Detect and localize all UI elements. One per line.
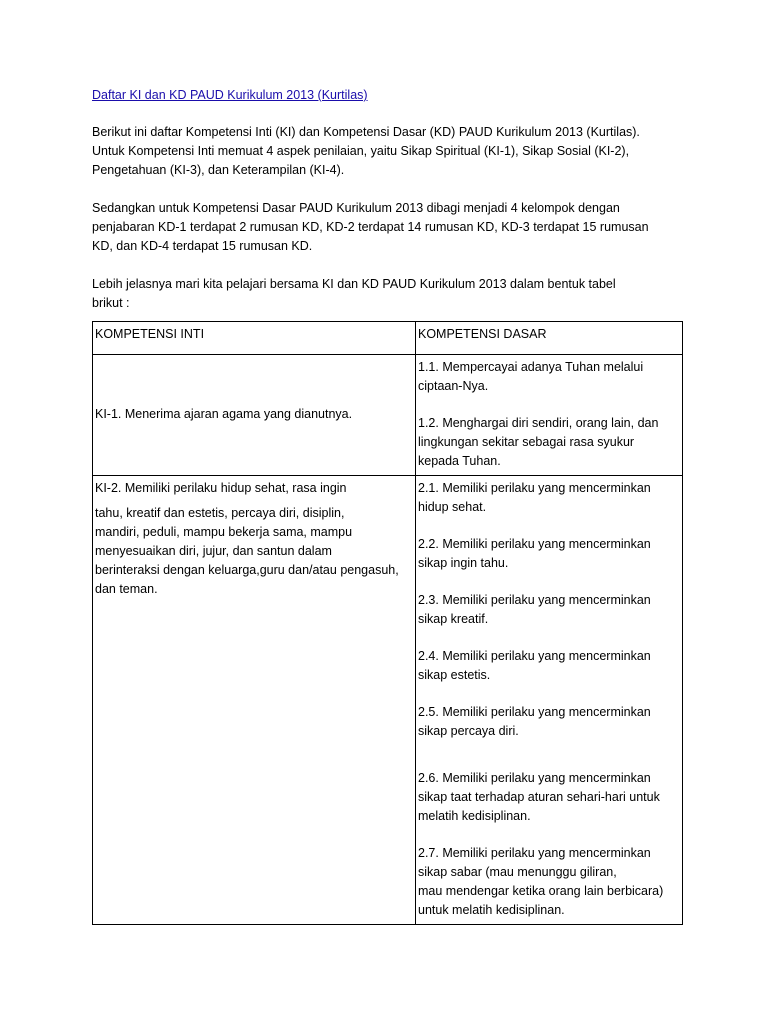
header-kompetensi-dasar: KOMPETENSI DASAR (416, 322, 683, 355)
table-row-ki-1 (93, 355, 683, 476)
ki-1-cell (93, 355, 416, 476)
intro-paragraph: Berikut ini daftar Kompetensi Inti (KI) dan Kompetensi Dasar (KD) PAUD Kurikulum 2013 (Kurtilas). Untuk Kompetensi Inti memuat 4 aspek penilaian, yaitu Sikap Spiritual (KI-1), Sikap Sosial (KI-2), Pengetahuan (KI-3), dan Keterampilan (KI-4). (92, 125, 640, 177)
table-header-row (93, 322, 683, 355)
kd-2-cell (416, 476, 683, 925)
ki-1-text: KI-1. Menerima ajaran agama yang dianutnya. (95, 407, 353, 421)
kd-item-2-4: 2.4. Memiliki perilaku yang mencerminkan sikap estetis. (418, 649, 651, 682)
kd-item-2-7: 2.7. Memiliki perilaku yang mencerminkan sikap sabar (mau menunggu giliran, mau mendengar ketika orang lain berbicara) untuk melatih kedisiplinan. (418, 846, 664, 917)
kd-item-2-1: 2.1. Memiliki perilaku yang mencerminkan hidup sehat. (418, 481, 651, 514)
kd-1-cell (416, 355, 683, 476)
ki-2-first-line: KI-2. Memiliki perilaku hidup sehat, rasa ingin (95, 481, 347, 495)
header-kompetensi-inti: KOMPETENSI INTI (93, 322, 416, 355)
kd-summary-paragraph: Sedangkan untuk Kompetensi Dasar PAUD Kurikulum 2013 dibagi menjadi 4 kelompok dengan penjabaran KD-1 terdapat 2 rumusan KD, KD-2 terdapat 14 rumusan KD, KD-3 terdapat 15 rumusan KD, dan KD-4 terdapat 15 rumusan KD. (92, 201, 649, 253)
kd-item-1-2: 1.2. Menghargai diri sendiri, orang lain, dan lingkungan sekitar sebagai rasa syukur kepada Tuhan. (418, 416, 659, 468)
kd-item-2-3: 2.3. Memiliki perilaku yang mencerminkan sikap kreatif. (418, 593, 651, 626)
ki-2-rest-text: tahu, kreatif dan estetis, percaya diri, disiplin, mandiri, peduli, mampu bekerja sama, mampu menyesuaikan diri, jujur, dan santun dalam berinteraksi dengan keluarga,guru dan/atau pengasuh, dan teman. (95, 506, 399, 596)
kd-item-1-1: 1.1. Mempercayai adanya Tuhan melalui ciptaan-Nya. (418, 360, 644, 393)
document-page (92, 86, 684, 925)
kd-item-2-6: 2.6. Memiliki perilaku yang mencerminkan sikap taat terhadap aturan sehari-hari untuk melatih kedisiplinan. (418, 771, 660, 823)
table-row-ki-2 (93, 476, 683, 925)
ki-2-cell (93, 476, 416, 925)
kd-item-2-2: 2.2. Memiliki perilaku yang mencerminkan sikap ingin tahu. (418, 537, 651, 570)
table-intro-paragraph: Lebih jelasnya mari kita pelajari bersama KI dan KD PAUD Kurikulum 2013 dalam bentuk tabel brikut : (92, 277, 616, 310)
title-link[interactable]: Daftar KI dan KD PAUD Kurikulum 2013 (Kurtilas) (92, 88, 368, 102)
ki-kd-table (92, 321, 683, 925)
kd-item-2-5: 2.5. Memiliki perilaku yang mencerminkan sikap percaya diri. (418, 705, 651, 738)
